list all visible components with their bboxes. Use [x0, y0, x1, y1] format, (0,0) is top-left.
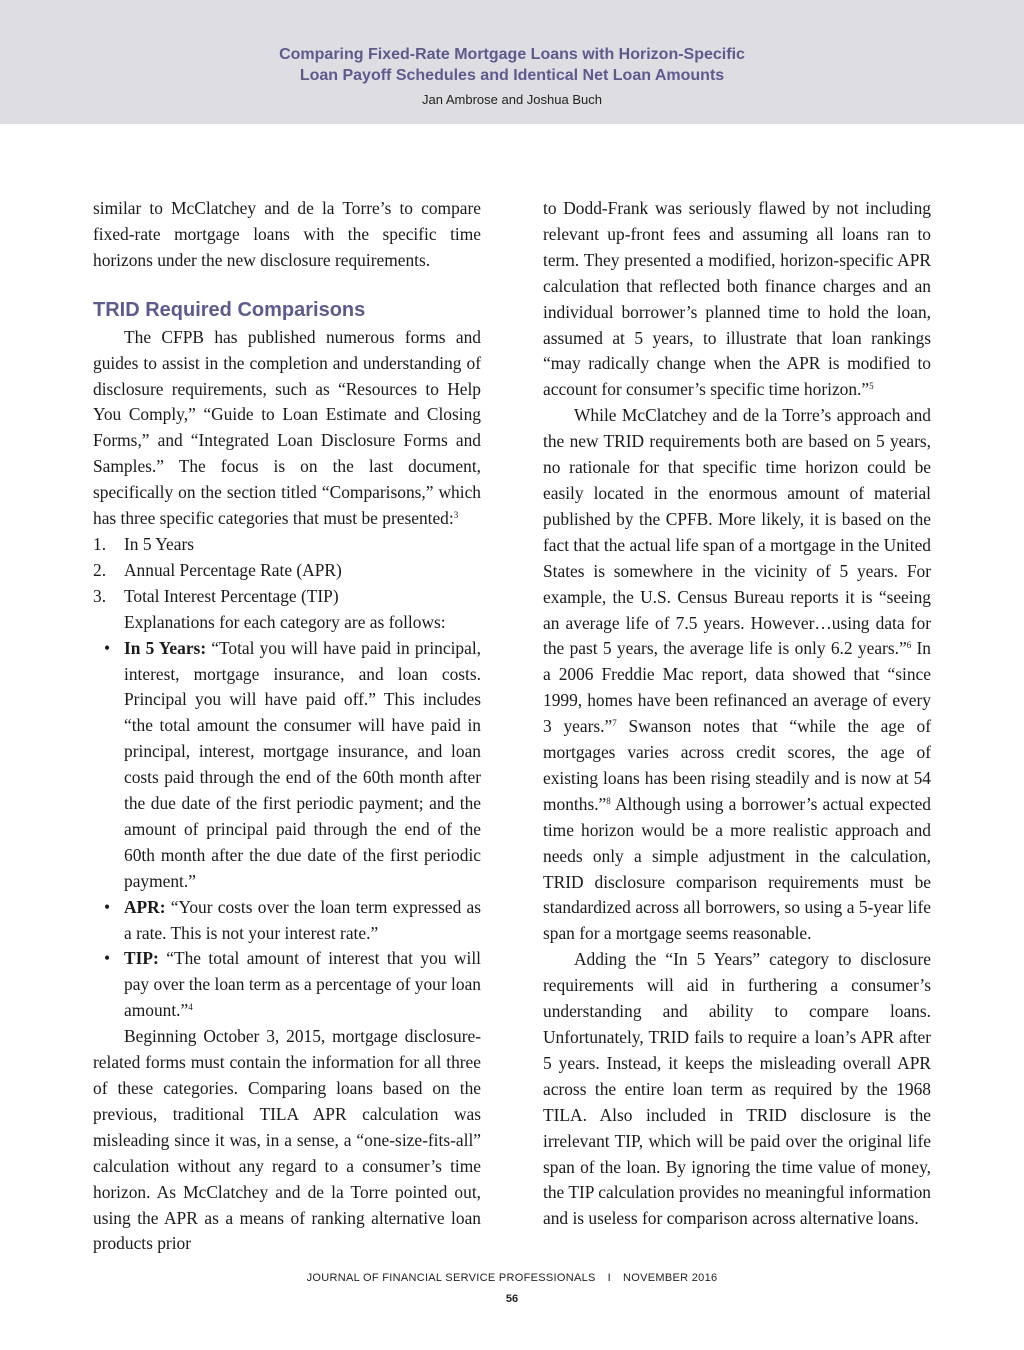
page-number: 56 [505, 1293, 519, 1305]
paragraph-text: to Dodd-Frank was seriously flawed by not including relevant up-front fees and assuming all loans ran to term. They presented a modified, horizon-specific APR calculation that reflected both finance charges and an individual borrower’s planned time to hold the loan, assumed at 5 years, to illustrate that loan rankings “may radically change when the APR is modified to account for consumer’s specific time horizon.” [543, 198, 931, 400]
explanation-list [93, 636, 481, 1025]
running-header [0, 0, 1024, 124]
journal-footer [0, 1272, 1024, 1284]
paragraph: Explanations for each category are as follows: [124, 611, 446, 632]
bullet-icon: • [104, 896, 111, 917]
footnote-ref: 6 [906, 640, 912, 651]
footnote-ref: 4 [188, 1002, 193, 1013]
article-title-line-1: Comparing Fixed-Rate Mortgage Loans with Horizon-Specific [279, 46, 745, 63]
list-item [93, 895, 481, 947]
bullet-icon: • [104, 948, 111, 969]
paragraph: similar to McClatchey and de la Torre’s to compare fixed-rate mortgage loans with the specific time horizons under the new disclosure requirements. [93, 198, 481, 270]
term-definition: “The total amount of interest that you will pay over the loan term as a percentage of your loan amount.” [124, 948, 481, 1021]
list-text: In 5 Years [124, 533, 195, 554]
section-heading: TRID Required Comparisons [93, 298, 366, 321]
list-item [93, 532, 481, 558]
term-definition: “Total you will have paid in principal, interest, mortgage insurance, and loan costs. Principal you will have paid off.” This includes “the total amount the consumer will have paid in principal, interest, mortgage insurance, and loan costs paid through the end of the 60th month after the due date of the first periodic payment; and the amount of principal paid through the end of the 60th month after the due date of the first periodic payment.” [124, 637, 481, 891]
list-number: 3. [93, 585, 107, 606]
term-definition: “Your costs over the loan term expressed as a rate. This is not your interest rate.” [124, 896, 481, 943]
list-number: 1. [93, 533, 107, 554]
left-column [93, 196, 481, 1257]
article-authors: Jan Ambrose and Joshua Buch [422, 92, 602, 107]
footnote-ref: 5 [869, 381, 874, 392]
right-column [543, 196, 931, 1232]
footnote-ref: 7 [612, 718, 617, 729]
paragraph [543, 196, 931, 403]
list-number: 2. [93, 559, 107, 580]
paragraph-text: While McClatchey and de la Torre’s approach and the new TRID requirements both are based on 5 years, no rationale for that specific time horizon could be easily located in the enormous amount of material published by the CPFB. More likely, it is based on the fact that the actual life span of a mortgage in the United States is somewhere in the vicinity of 5 years. For example, the U.S. Census Bureau reports it is “seeing an average life of 7.5 years. However…using data for the past 5 years, the average life is only 6.2 years.” [543, 405, 931, 659]
paragraph: Beginning October 3, 2015, mortgage disclosure-related forms must contain the information for all three of these categories. Comparing loans based on the previous, traditional TILA APR calculation was misleading since it was, in a sense, a “one-size-fits-all” calculation without any regard to a consumer’s time horizon. As McClatchey and de la Torre pointed out, using the APR as a means of ranking alternative loan products prior [93, 1026, 481, 1254]
list-text: Annual Percentage Rate (APR) [124, 559, 342, 580]
term-label: In 5 Years: [124, 637, 207, 658]
footnote-ref: 3 [453, 510, 459, 521]
footer-separator: I [607, 1272, 612, 1284]
article-title-line-2: Loan Payoff Schedules and Identical Net Loan Amounts [299, 67, 725, 84]
paragraph: Adding the “In 5 Years” category to disclosure requirements will aid in furthering a consumer’s understanding and ability to compare loans. Unfortunately, TRID fails to require a loan’s APR after 5 years. Instead, it keeps the misleading overall APR across the entire loan term as required by the 1968 TILA. Also included in TRID disclosure is the irrelevant TIP, which will be paid over the original life span of the loan. By ignoring the time value of money, the TIP calculation provides no meaningful information and is useless for comparison across alternative loans. [543, 949, 931, 1229]
paragraph-text: In a 2006 Freddie Mac report, data showed that “since 1999, homes have been refinanced an average of every 3 years.” [543, 638, 931, 737]
footnote-ref: 8 [606, 795, 611, 806]
journal-name: JOURNAL OF FINANCIAL SERVICE PROFESSIONALS [306, 1272, 596, 1284]
paragraph-text: The CFPB has published numerous forms and guides to assist in the completion and understanding of disclosure requirements, such as “Resources to Help You Comply,” “Guide to Loan Estimate and Closing Forms,” and “Integrated Loan Disclosure Forms and Samples.” The focus is on the last document, specifically on the section titled “Comparisons,” which has three specific categories that must be presented: [93, 326, 481, 529]
list-item [93, 636, 481, 895]
term-label: APR: [124, 896, 166, 917]
paragraph-text: Swanson notes that “while the age of mortgages varies across credit scores, the age of existing loans has been rising steadily and is now at 54 months.” [543, 716, 931, 814]
list-item [93, 558, 481, 584]
list-item [93, 946, 481, 1024]
bullet-icon: • [104, 637, 111, 658]
list-text: Total Interest Percentage (TIP) [124, 585, 339, 606]
term-label: TIP: [124, 948, 159, 969]
category-list [93, 532, 481, 610]
issue-date: NOVEMBER 2016 [623, 1272, 718, 1284]
paragraph-text: Although using a borrower’s actual expected time horizon would be a more realistic approach and needs only a simple adjustment in the calculation, TRID disclosure comparison requirements must be standardized across all borrowers, so using a 5-year life span for a mortgage seems reasonable. [543, 793, 931, 944]
article-title [0, 0, 1024, 86]
paragraph [543, 403, 931, 947]
paragraph [93, 325, 481, 532]
list-item [93, 584, 481, 610]
